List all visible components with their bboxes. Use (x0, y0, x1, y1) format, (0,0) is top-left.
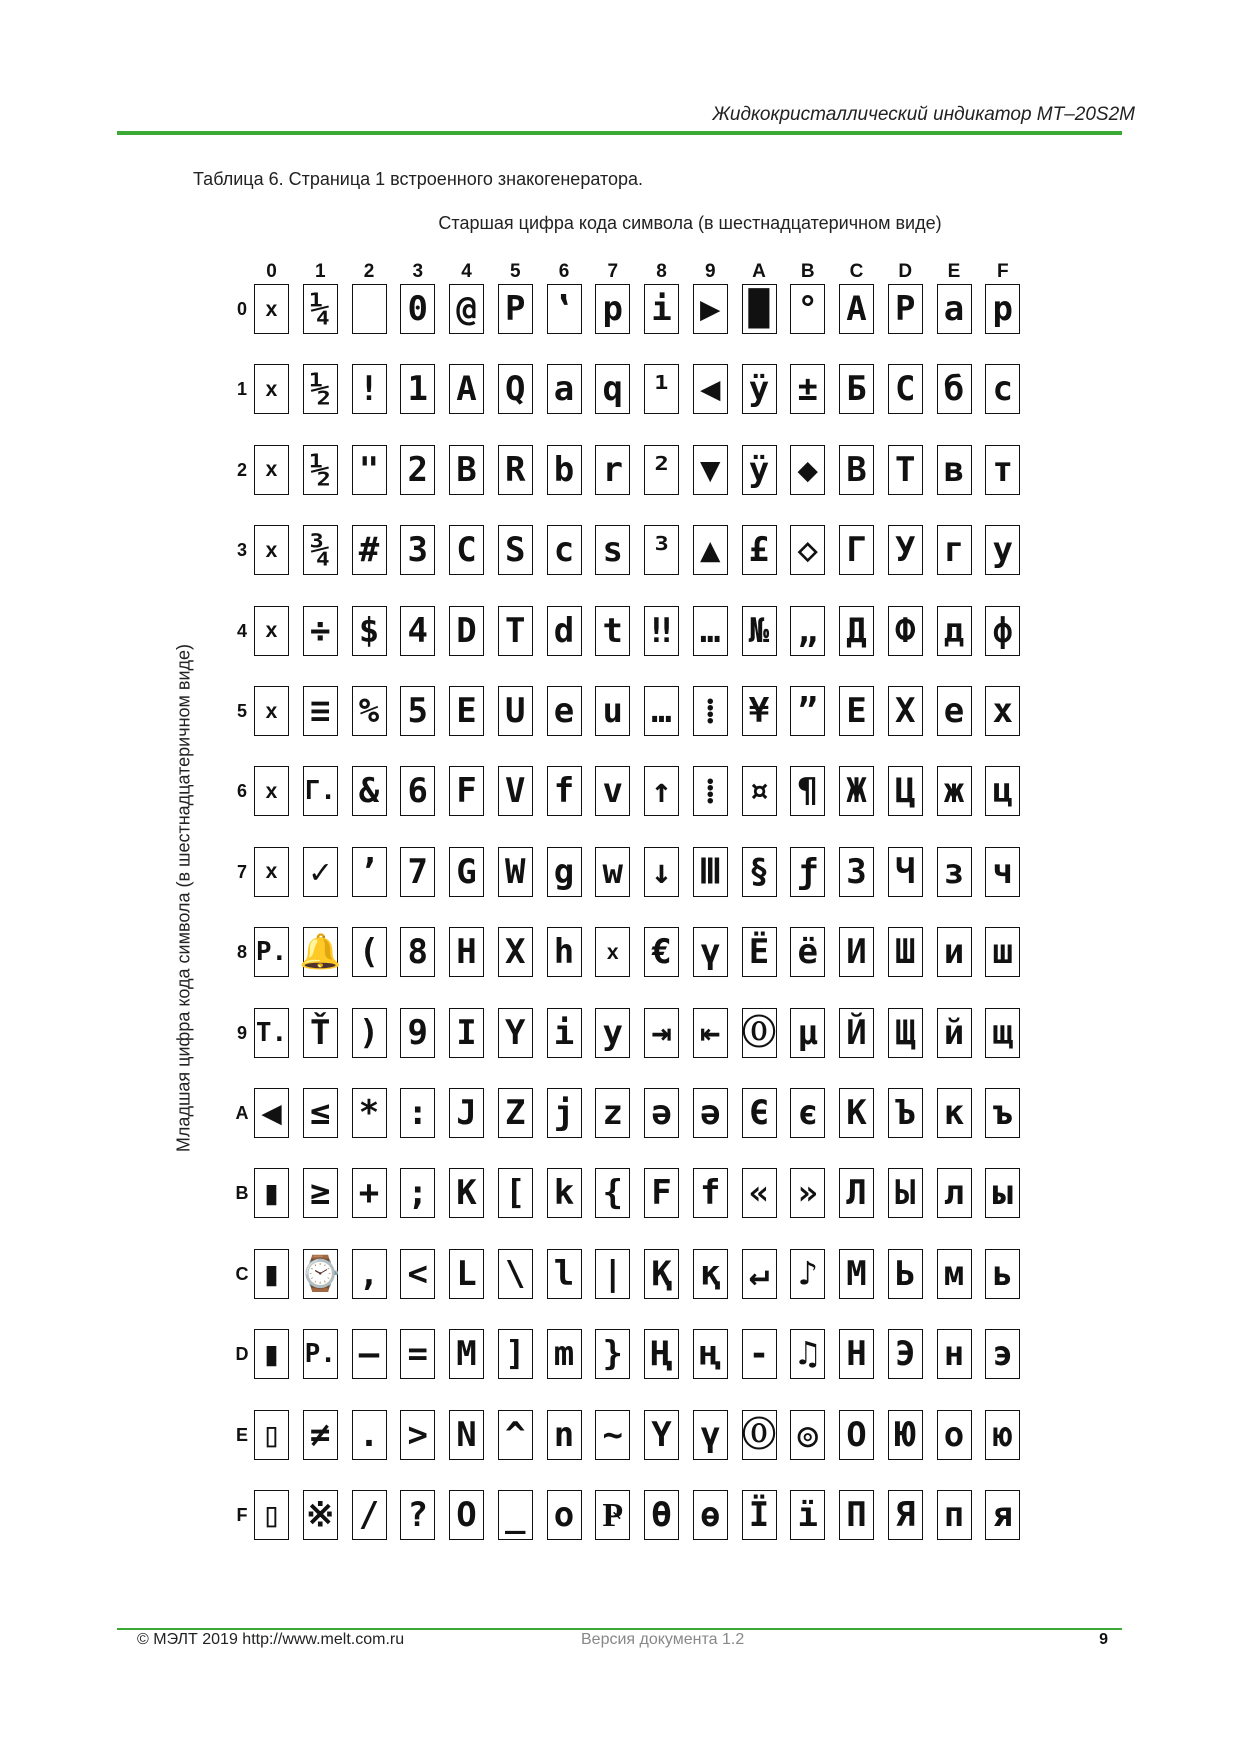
glyph-cell: Е (839, 686, 874, 736)
glyph-cell: ү (693, 1410, 728, 1460)
glyph-cell: ¾ (303, 525, 338, 575)
row-header: A (235, 1103, 249, 1123)
glyph-cell: б (937, 364, 972, 414)
glyph-cell: Д (839, 606, 874, 656)
glyph-cell: щ (985, 1008, 1020, 1058)
column-header: C (849, 261, 864, 282)
glyph-cell: д (937, 606, 972, 656)
glyph-cell: W (498, 847, 533, 897)
glyph-cell: x (254, 686, 289, 736)
glyph-cell: № (742, 606, 777, 656)
column-header: B (800, 261, 815, 282)
glyph-cell: } (595, 1329, 630, 1379)
glyph-cell: п (937, 1490, 972, 1540)
glyph-cell: ’ (352, 847, 387, 897)
glyph-cell: ◎ (790, 1410, 825, 1460)
glyph-cell: у (985, 525, 1020, 575)
glyph-cell: К (839, 1088, 874, 1138)
glyph-cell: Ю (888, 1410, 923, 1460)
glyph-cell: о (937, 1410, 972, 1460)
glyph-cell: . (352, 1410, 387, 1460)
glyph-cell: £ (742, 525, 777, 575)
footer-rule (117, 1628, 1122, 1630)
glyph-cell: 1 (400, 364, 435, 414)
glyph-cell: x (254, 847, 289, 897)
glyph-cell: ½ (303, 445, 338, 495)
glyph-cell: Ш (888, 927, 923, 977)
glyph-cell: э (985, 1329, 1020, 1379)
glyph-cell: ь (985, 1249, 1020, 1299)
column-header: 1 (314, 261, 326, 282)
glyph-cell: ⓪ (742, 1410, 777, 1460)
glyph-cell: ³ (644, 525, 679, 575)
glyph-cell: ▲ (693, 525, 728, 575)
glyph-cell: p (595, 284, 630, 334)
glyph-cell: ‛ (547, 284, 582, 334)
glyph-cell: r (595, 445, 630, 495)
glyph-cell: ※ (303, 1490, 338, 1540)
glyph-cell: П (839, 1490, 874, 1540)
column-header: 5 (509, 261, 521, 282)
glyph-cell: — (352, 1329, 387, 1379)
glyph-cell: x (254, 606, 289, 656)
glyph-cell: j (547, 1088, 582, 1138)
glyph-cell (352, 284, 387, 334)
glyph-cell: с (985, 364, 1020, 414)
glyph-cell: B (449, 445, 484, 495)
glyph-cell: + (352, 1168, 387, 1218)
glyph-cell: 8 (400, 927, 435, 977)
glyph-cell: Э (888, 1329, 923, 1379)
glyph-cell: 4 (400, 606, 435, 656)
row-header: 6 (236, 781, 247, 802)
row-header: 5 (236, 701, 247, 721)
row-header: D (235, 1344, 249, 1365)
column-header: E (947, 261, 961, 282)
glyph-cell: є (790, 1088, 825, 1138)
glyph-cell: Х (888, 686, 923, 736)
glyph-cell: ї (790, 1490, 825, 1540)
glyph-cell: b (547, 445, 582, 495)
glyph-cell: Г. (303, 766, 338, 816)
glyph-cell: K (449, 1168, 484, 1218)
glyph-cell: P (498, 284, 533, 334)
glyph-cell: ↓ (644, 847, 679, 897)
column-header: 8 (656, 261, 667, 282)
glyph-cell: ~ (595, 1410, 630, 1460)
glyph-cell: T (498, 606, 533, 656)
glyph-cell: 9 (400, 1008, 435, 1058)
glyph-cell: ? (400, 1490, 435, 1540)
glyph-cell: § (742, 847, 777, 897)
glyph-cell: \ (498, 1249, 533, 1299)
glyph-cell: м (937, 1249, 972, 1299)
glyph-cell: Н (839, 1329, 874, 1379)
glyph-cell: R (498, 445, 533, 495)
glyph-cell: я (985, 1490, 1020, 1540)
column-header: A (752, 261, 766, 282)
glyph-cell: y (595, 1008, 630, 1058)
glyph-cell: ё (790, 927, 825, 977)
glyph-cell: Ң (644, 1329, 679, 1379)
glyph-cell: ⓪ (742, 1008, 777, 1058)
glyph-cell: Я (888, 1490, 923, 1540)
glyph-cell: N (449, 1410, 484, 1460)
glyph-cell: ц (985, 766, 1020, 816)
glyph-cell: Є (742, 1088, 777, 1138)
glyph-cell: Ъ (888, 1088, 923, 1138)
glyph-cell: г (937, 525, 972, 575)
glyph-cell: Ч (888, 847, 923, 897)
glyph-cell: C (449, 525, 484, 575)
glyph-cell: В (839, 445, 874, 495)
glyph-cell: ю (985, 1410, 1020, 1460)
glyph-cell: ° (790, 284, 825, 334)
glyph-cell: w (595, 847, 630, 897)
column-header: 6 (558, 261, 570, 282)
glyph-cell: ^ (498, 1410, 533, 1460)
glyph-cell: Р (888, 284, 923, 334)
glyph-cell: А (839, 284, 874, 334)
glyph-cell: @ (449, 284, 484, 334)
glyph-cell: ▮ (254, 1329, 289, 1379)
glyph-cell: f (693, 1168, 728, 1218)
glyph-cell: ² (644, 445, 679, 495)
glyph-cell: « (742, 1168, 777, 1218)
glyph-cell: ф (985, 606, 1020, 656)
glyph-cell: Ї (742, 1490, 777, 1540)
glyph-cell: H (449, 927, 484, 977)
glyph-cell: U (498, 686, 533, 736)
glyph-cell: н (937, 1329, 972, 1379)
glyph-cell: 5 (400, 686, 435, 736)
row-header: 1 (236, 379, 247, 400)
glyph-cell: М (839, 1249, 874, 1299)
glyph-cell: Ы (888, 1168, 923, 1218)
row-header: 9 (236, 1022, 247, 1043)
column-header: F (996, 261, 1009, 282)
glyph-cell: t (595, 606, 630, 656)
glyph-cell: ◆ (790, 445, 825, 495)
glyph-cell: k (547, 1168, 582, 1218)
row-header: B (235, 1183, 249, 1204)
glyph-cell: ү (693, 927, 728, 977)
glyph-cell: Г (839, 525, 874, 575)
glyph-cell: … (644, 686, 679, 736)
glyph-cell: h (547, 927, 582, 977)
glyph-cell: { (595, 1168, 630, 1218)
glyph-cell: > (400, 1410, 435, 1460)
column-header: D (898, 261, 913, 282)
glyph-cell: z (595, 1088, 630, 1138)
glyph-cell: к (937, 1088, 972, 1138)
glyph-cell: u (595, 686, 630, 736)
glyph-cell: р (985, 284, 1020, 334)
header-rule (117, 131, 1122, 135)
glyph-cell: ъ (985, 1088, 1020, 1138)
glyph-cell: ѳ (693, 1490, 728, 1540)
glyph-cell: ч (985, 847, 1020, 897)
glyph-cell: … (693, 606, 728, 656)
glyph-cell: l (547, 1249, 582, 1299)
glyph-cell: x (254, 525, 289, 575)
glyph-cell: F (644, 1168, 679, 1218)
glyph-cell: ÷ (303, 606, 338, 656)
glyph-cell: , (352, 1249, 387, 1299)
glyph-cell: 7 (400, 847, 435, 897)
glyph-cell: й (937, 1008, 972, 1058)
glyph-cell: а (937, 284, 972, 334)
glyph-cell: ♫ (790, 1329, 825, 1379)
page-number: 9 (1099, 1631, 1108, 1648)
glyph-cell: P. (303, 1329, 338, 1379)
glyph-cell: ≡ (303, 686, 338, 736)
glyph-cell: ▮ (254, 1168, 289, 1218)
glyph-cell: a (547, 364, 582, 414)
glyph-cell: Ц (888, 766, 923, 816)
glyph-cell: ◀ (254, 1088, 289, 1138)
footer-version: Версия документа 1.2 (581, 1631, 745, 1648)
glyph-cell: x (595, 927, 630, 977)
glyph-cell: ¹ (644, 364, 679, 414)
glyph-cell: µ (790, 1008, 825, 1058)
glyph-cell: ⁞ (693, 686, 728, 736)
column-header: 9 (704, 261, 716, 282)
glyph-cell: o (547, 1490, 582, 1540)
glyph-cell: Ⅲ (693, 847, 728, 897)
glyph-cell: / (352, 1490, 387, 1540)
glyph-cell: A (449, 364, 484, 414)
glyph-cell: е (937, 686, 972, 736)
glyph-cell: ◇ (790, 525, 825, 575)
row-header: E (235, 1424, 248, 1445)
glyph-cell: ≥ (303, 1168, 338, 1218)
glyph-cell: L (449, 1249, 484, 1299)
glyph-cell: x (254, 766, 289, 816)
row-header: 3 (236, 540, 247, 561)
glyph-cell: ▮ (254, 1249, 289, 1299)
footer-copyright: © МЭЛТ 2019 http://www.melt.com.ru (137, 1631, 405, 1648)
glyph-cell: v (595, 766, 630, 816)
glyph-cell: Ѳ (644, 1490, 679, 1540)
glyph-cell: ⌚ (303, 1249, 338, 1299)
row-axis-label: Младшая цифра кода символа (в шестнадцатеричном виде) (173, 643, 194, 1153)
glyph-cell: T. (254, 1008, 289, 1058)
glyph-cell: И (839, 927, 874, 977)
glyph-cell: Й (839, 1008, 874, 1058)
glyph-cell: & (352, 766, 387, 816)
glyph-cell: Ф (888, 606, 923, 656)
column-header: 7 (607, 261, 619, 282)
glyph-cell: Л (839, 1168, 874, 1218)
column-axis-label: Старшая цифра кода символа (в шестнадцатеричном виде) (438, 213, 942, 233)
glyph-cell: ” (790, 686, 825, 736)
glyph-cell: Ё (742, 927, 777, 977)
row-header: 8 (236, 942, 247, 963)
glyph-cell: $ (352, 606, 387, 656)
glyph-cell: 0 (400, 284, 435, 334)
glyph-cell: x (254, 445, 289, 495)
glyph-cell: ↵ (742, 1249, 777, 1299)
glyph-cell: » (790, 1168, 825, 1218)
glyph-cell: 6 (400, 766, 435, 816)
glyph-cell: x (254, 364, 289, 414)
glyph-cell: Ť (303, 1008, 338, 1058)
glyph-cell: ж (937, 766, 972, 816)
glyph-cell: I (449, 1008, 484, 1058)
glyph-cell: Y (498, 1008, 533, 1058)
glyph-cell: в (937, 445, 972, 495)
glyph-cell: ÿ (742, 445, 777, 495)
glyph-cell: J (449, 1088, 484, 1138)
glyph-cell: ½ (303, 364, 338, 414)
glyph-cell: % (352, 686, 387, 736)
glyph-cell: 🔔 (303, 927, 338, 977)
glyph-cell: С (888, 364, 923, 414)
glyph-cell: m (547, 1329, 582, 1379)
glyph-cell: * (352, 1088, 387, 1138)
glyph-cell: ⇥ (644, 1008, 679, 1058)
column-header: 0 (266, 261, 277, 282)
glyph-cell: i (644, 284, 679, 334)
glyph-cell: ‼ (644, 606, 679, 656)
glyph-cell: Т (888, 445, 923, 495)
glyph-cell: [ (498, 1168, 533, 1218)
glyph-cell: ( (352, 927, 387, 977)
glyph-cell: Қ (644, 1249, 679, 1299)
glyph-cell: P. (254, 927, 289, 977)
glyph-cell: D (449, 606, 484, 656)
glyph-cell: ÿ (742, 364, 777, 414)
glyph-cell: қ (693, 1249, 728, 1299)
glyph-cell: ш (985, 927, 1020, 977)
glyph-cell: # (352, 525, 387, 575)
glyph-cell: ⇤ (693, 1008, 728, 1058)
glyph-cell: и (937, 927, 972, 977)
glyph-cell: „ (790, 606, 825, 656)
glyph-cell: _ (498, 1490, 533, 1540)
glyph-cell: € (644, 927, 679, 977)
glyph-cell: ♪ (790, 1249, 825, 1299)
glyph-cell: ; (400, 1168, 435, 1218)
glyph-cell: ¼ (303, 284, 338, 334)
row-header: 0 (236, 299, 247, 319)
glyph-cell: ы (985, 1168, 1020, 1218)
table-caption: Таблица 6. Страница 1 встроенного знакогенератора. (193, 169, 644, 189)
glyph-cell: ƒ (790, 847, 825, 897)
glyph-cell: ▶ (693, 284, 728, 334)
glyph-cell: Щ (888, 1008, 923, 1058)
glyph-cell: e (547, 686, 582, 736)
glyph-cell: ± (790, 364, 825, 414)
glyph-cell: V (498, 766, 533, 816)
glyph-cell: " (352, 445, 387, 495)
glyph-cell: ≤ (303, 1088, 338, 1138)
row-header: F (236, 1505, 248, 1525)
row-header: C (235, 1263, 249, 1284)
glyph-cell: У (888, 525, 923, 575)
glyph-cell: f (547, 766, 582, 816)
glyph-cell: s (595, 525, 630, 575)
glyph-cell: | (595, 1249, 630, 1299)
glyph-cell: з (937, 847, 972, 897)
row-header: 7 (236, 861, 247, 882)
glyph-cell: ] (498, 1329, 533, 1379)
glyph-cell: 2 (400, 445, 435, 495)
column-header: 2 (363, 261, 375, 282)
glyph-cell: З (839, 847, 874, 897)
glyph-cell: ▯ (254, 1490, 289, 1540)
glyph-cell: n (547, 1410, 582, 1460)
glyph-cell: Ү (644, 1410, 679, 1460)
glyph-cell: x (254, 284, 289, 334)
glyph-cell: Z (498, 1088, 533, 1138)
glyph-cell: S (498, 525, 533, 575)
glyph-cell: ң (693, 1329, 728, 1379)
running-header-title: Жидкокристаллический индикатор MT–20S2M (712, 104, 1135, 125)
glyph-cell: л (937, 1168, 972, 1218)
glyph-cell: G (449, 847, 484, 897)
row-header: 4 (236, 620, 247, 641)
glyph-cell: X (498, 927, 533, 977)
glyph-cell: т (985, 445, 1020, 495)
glyph-cell: ✓ (303, 847, 338, 897)
glyph-cell: E (449, 686, 484, 736)
glyph-cell: Ь (888, 1249, 923, 1299)
glyph-cell: d (547, 606, 582, 656)
glyph-cell: х (985, 686, 1020, 736)
glyph-cell: ↑ (644, 766, 679, 816)
glyph-cell: ) (352, 1008, 387, 1058)
glyph-cell: Ҏ (595, 1490, 630, 1540)
glyph-cell: c (547, 525, 582, 575)
glyph-cell: < (400, 1249, 435, 1299)
glyph-cell: g (547, 847, 582, 897)
glyph-cell: i (547, 1008, 582, 1058)
glyph-cell: Q (498, 364, 533, 414)
glyph-cell: O (449, 1490, 484, 1540)
glyph-cell: Ж (839, 766, 874, 816)
glyph-cell: ¤ (742, 766, 777, 816)
glyph-cell: ◀ (693, 364, 728, 414)
column-header: 3 (412, 261, 424, 282)
glyph-cell: = (400, 1329, 435, 1379)
glyph-cell: F (449, 766, 484, 816)
row-header: 2 (236, 459, 247, 480)
glyph-cell: 3 (400, 525, 435, 575)
glyph-cell: M (449, 1329, 484, 1379)
glyph-cell: q (595, 364, 630, 414)
glyph-cell: ≠ (303, 1410, 338, 1460)
glyph-cell: : (400, 1088, 435, 1138)
glyph-cell: Б (839, 364, 874, 414)
glyph-cell: ⁞ (693, 766, 728, 816)
glyph-cell: ▯ (254, 1410, 289, 1460)
glyph-cell: ə (693, 1088, 728, 1138)
glyph-cell: ¥ (742, 686, 777, 736)
glyph-cell: ! (352, 364, 387, 414)
glyph-cell: ¶ (790, 766, 825, 816)
glyph-cell: ə (644, 1088, 679, 1138)
column-header: 4 (461, 261, 472, 282)
glyph-cell: ▼ (693, 445, 728, 495)
glyph-cell: - (742, 1329, 777, 1379)
glyph-cell: █ (742, 284, 777, 334)
glyph-cell: О (839, 1410, 874, 1460)
